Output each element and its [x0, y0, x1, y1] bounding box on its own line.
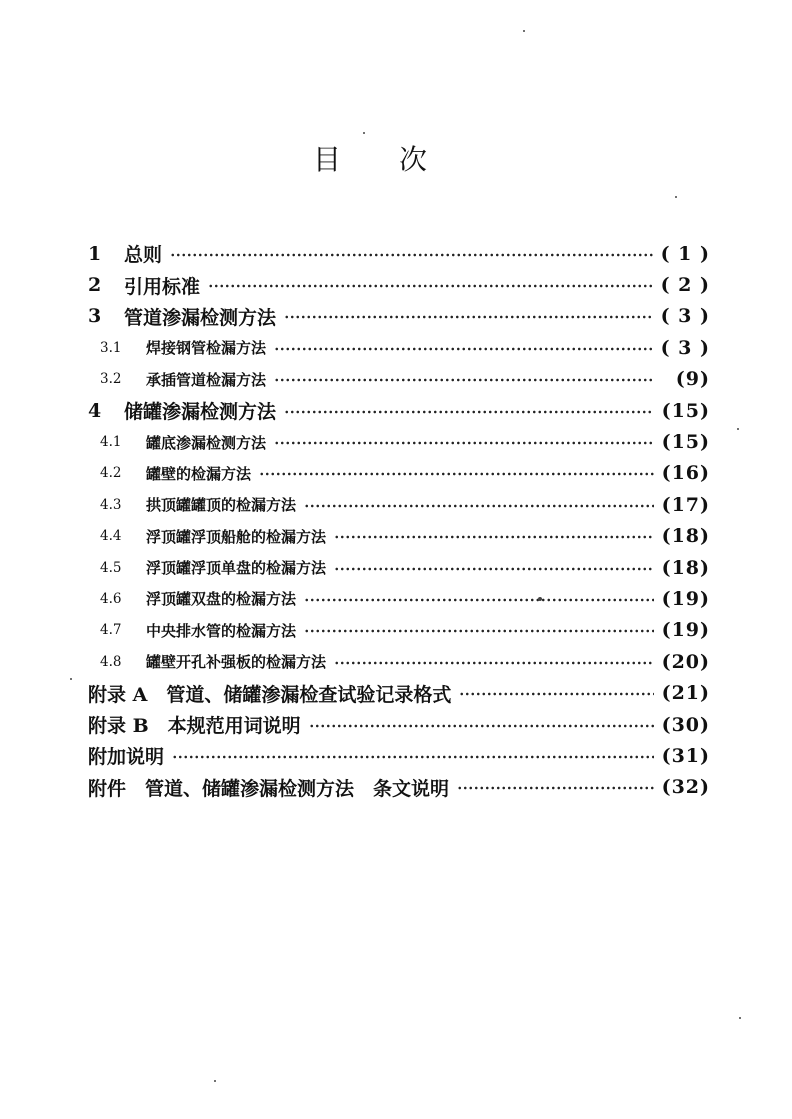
scan-speck	[538, 597, 542, 601]
toc-entry-page: (20)	[661, 650, 710, 673]
toc-entry-page: (21)	[661, 682, 710, 705]
dot-leader	[304, 626, 654, 636]
toc-entry-number: 4.6	[100, 590, 122, 607]
toc-entry-page: (19)	[661, 587, 710, 610]
toc-entry-label: 罐底渗漏检测方法	[146, 433, 267, 452]
toc-entry[interactable]	[88, 709, 710, 740]
toc-entry-label: 浮顶罐浮顶单盘的检漏方法	[146, 559, 327, 578]
toc-entry-page: ( 3 )	[660, 336, 710, 359]
toc-entry-number: 4	[88, 399, 102, 422]
dot-leader	[172, 752, 654, 762]
toc-entry[interactable]	[88, 238, 710, 269]
toc-entry-page: (16)	[661, 462, 710, 485]
dot-leader	[457, 783, 654, 793]
toc-entry[interactable]	[88, 332, 710, 363]
toc-entry-number: 4.7	[100, 622, 122, 639]
toc-entry-number: 4.1	[100, 434, 122, 451]
toc-entry-number: 4.5	[100, 559, 122, 576]
toc-entry[interactable]	[88, 583, 710, 614]
toc-entry-page: (18)	[661, 556, 710, 579]
scan-speck	[363, 132, 365, 134]
toc-entry[interactable]	[88, 301, 710, 332]
dot-leader	[304, 595, 654, 605]
scan-speck	[214, 1080, 216, 1082]
toc-entry-label: 储罐渗漏检测方法	[124, 401, 277, 424]
scan-speck	[737, 428, 739, 430]
toc-entry-page: (32)	[661, 776, 710, 799]
toc-entry-number: 3	[88, 305, 102, 328]
dot-leader	[334, 532, 654, 542]
dot-leader	[309, 721, 654, 731]
toc-entry[interactable]	[88, 646, 710, 677]
dot-leader	[334, 658, 654, 668]
toc-entry-number: 3.2	[100, 371, 122, 388]
toc-entry-page: ( 1 )	[660, 242, 710, 265]
toc-entry-page: (15)	[661, 431, 710, 454]
toc-entry[interactable]	[88, 395, 710, 426]
toc-entry-number: 4.8	[100, 653, 122, 670]
toc-entry-page: (15)	[661, 399, 710, 422]
dot-leader	[284, 312, 654, 322]
toc-entry[interactable]	[88, 677, 710, 708]
title-char-1: 目	[312, 143, 341, 176]
toc-entry[interactable]	[88, 458, 710, 489]
toc-entry[interactable]	[88, 740, 710, 771]
dot-leader	[304, 501, 654, 511]
table-of-contents	[88, 238, 710, 803]
toc-entry-label: 承插管道检漏方法	[146, 370, 267, 389]
toc-entry-label: 管道渗漏检测方法	[124, 306, 277, 329]
scan-speck	[523, 30, 525, 32]
toc-entry-label: 总则	[124, 244, 163, 267]
toc-entry-number: 1	[88, 242, 102, 265]
toc-entry[interactable]	[88, 489, 710, 520]
dot-leader	[259, 469, 654, 479]
toc-entry-number: 4.3	[100, 496, 122, 513]
dot-leader	[208, 281, 654, 291]
toc-entry-label: 罐壁的检漏方法	[146, 464, 252, 483]
dot-leader	[274, 375, 654, 385]
toc-entry[interactable]	[88, 772, 710, 803]
dot-leader	[274, 438, 654, 448]
toc-entry-label: 附加说明	[88, 746, 165, 769]
toc-entry-label: 附件 管道、储罐渗漏检测方法 条文说明	[88, 777, 450, 800]
toc-entry-page: (30)	[661, 713, 710, 736]
toc-entry[interactable]	[88, 552, 710, 583]
toc-entry-label: 附录 B 本规范用词说明	[88, 715, 301, 738]
toc-entry-page: ( 3 )	[660, 305, 710, 328]
dot-leader	[459, 689, 654, 699]
toc-entry-number: 4.4	[100, 528, 122, 545]
toc-entry[interactable]	[88, 269, 710, 300]
toc-entry-label: 焊接钢管检漏方法	[146, 339, 267, 358]
toc-entry[interactable]	[88, 521, 710, 552]
toc-entry-number: 4.2	[100, 465, 122, 482]
title-char-2: 次	[399, 143, 428, 176]
toc-entry-label: 引用标准	[124, 275, 201, 298]
toc-entry-number: 2	[88, 274, 102, 297]
toc-entry-page: (18)	[661, 525, 710, 548]
toc-entry-label: 中央排水管的检漏方法	[146, 621, 297, 640]
toc-entry[interactable]	[88, 364, 710, 395]
toc-entry-label: 浮顶罐双盘的检漏方法	[146, 590, 297, 609]
toc-entry-page: ( 2 )	[660, 274, 710, 297]
toc-entry-page: (19)	[661, 619, 710, 642]
toc-entry-page: (17)	[661, 493, 710, 516]
dot-leader	[274, 344, 654, 354]
toc-entry-label: 拱顶罐罐顶的检漏方法	[146, 496, 297, 515]
scan-speck	[739, 1017, 741, 1019]
page-title	[0, 138, 740, 178]
toc-entry-label: 附录 A 管道、储罐渗漏检查试验记录格式	[88, 683, 452, 706]
toc-entry-page: (9)	[675, 368, 710, 391]
scan-speck	[675, 196, 677, 198]
dot-leader	[334, 564, 654, 574]
toc-entry-page: (31)	[661, 744, 710, 767]
toc-entry-number: 3.1	[100, 339, 122, 356]
toc-entry-label: 浮顶罐浮顶船舱的检漏方法	[146, 527, 327, 546]
scan-speck	[70, 678, 72, 680]
toc-entry[interactable]	[88, 426, 710, 457]
toc-entry-label: 罐壁开孔补强板的检漏方法	[146, 653, 327, 672]
toc-entry[interactable]	[88, 615, 710, 646]
dot-leader	[284, 407, 654, 417]
dot-leader	[170, 250, 654, 260]
